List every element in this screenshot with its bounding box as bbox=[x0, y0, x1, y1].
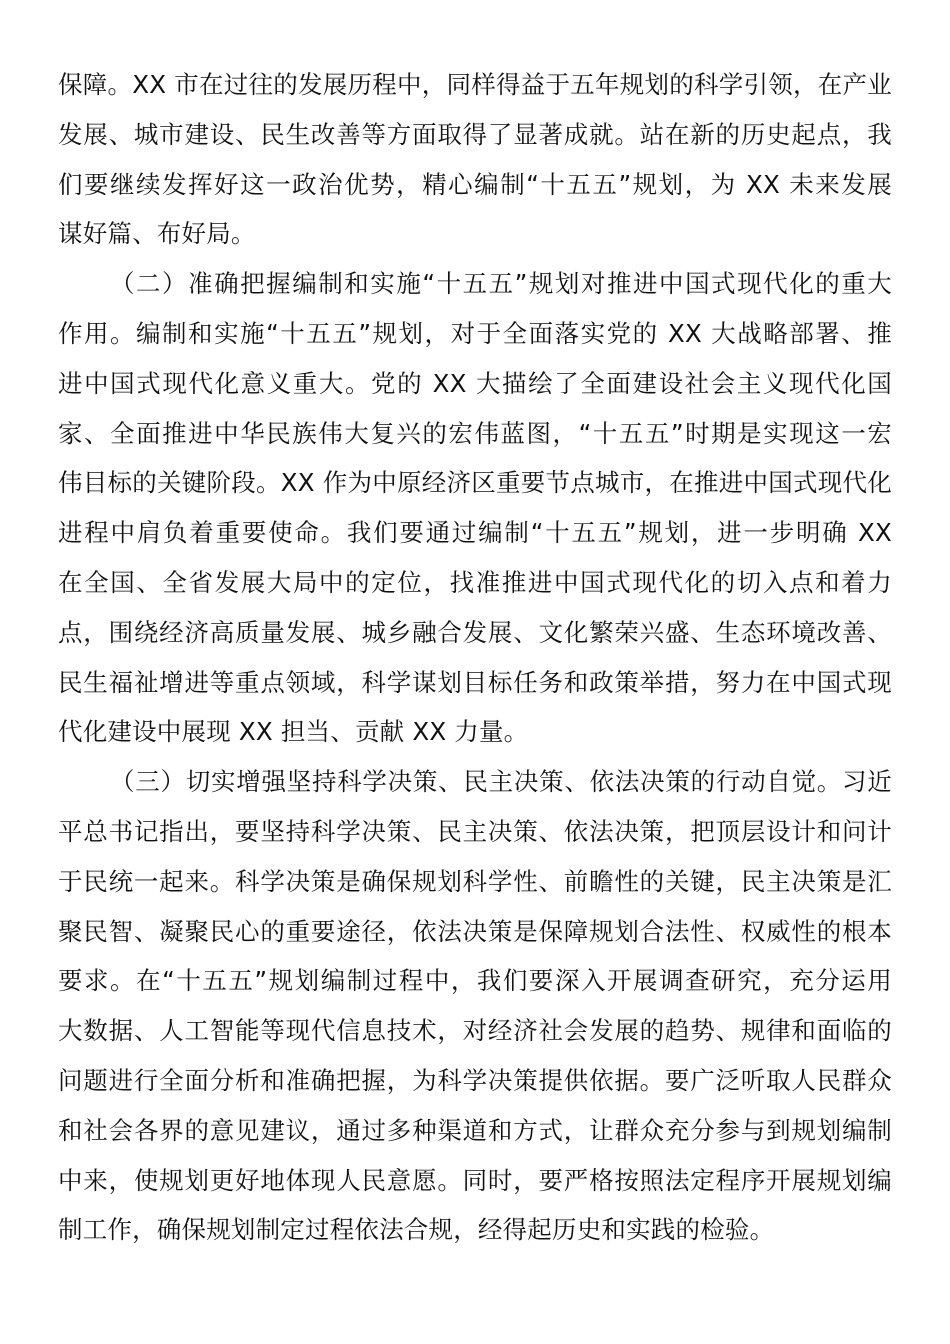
paragraph-3-line-8: 和社会各界的意见建议，通过多种渠道和方式，让群众充分参与到规划编制 bbox=[58, 1115, 892, 1145]
paragraph-2-line-4: 家、全面推进中华民族伟大复兴的宏伟蓝图，“十五五”时期是实现这一宏 bbox=[58, 418, 892, 448]
paragraph-1-line-1: 保障。XX 市在过往的发展历程中，同样得益于五年规划的科学引领，在产业 bbox=[58, 70, 892, 99]
paragraph-3-line-4: 聚民智、凝聚民心的重要途径，依法决策是保障规划合法性、权威性的根本 bbox=[58, 916, 892, 946]
paragraph-3-line-7: 问题进行全面分析和准确把握，为科学决策提供依据。要广泛听取人民群众 bbox=[58, 1065, 892, 1095]
paragraph-3-line-1: （三）切实增强坚持科学决策、民主决策、依法决策的行动自觉。习近 bbox=[110, 767, 892, 797]
paragraph-2-line-5: 伟目标的关键阶段。XX 作为中原经济区重要节点城市，在推进中国式现代化 bbox=[58, 468, 892, 498]
paragraph-1-line-4: 谋好篇、布好局。 bbox=[58, 219, 256, 249]
paragraph-2-line-10: 代化建设中展现 XX 担当、贡献 XX 力量。 bbox=[58, 717, 529, 747]
paragraph-3-line-9: 中来，使规划更好地体现人民意愿。同时，要严格按照法定程序开展规划编 bbox=[58, 1165, 892, 1195]
paragraph-2-line-9: 民生福祉增进等重点领域，科学谋划目标任务和政策举措，努力在中国式现 bbox=[58, 667, 892, 697]
paragraph-2-line-1: （二）准确把握编制和实施“十五五”规划对推进中国式现代化的重大 bbox=[110, 269, 892, 299]
paragraph-2-line-6: 进程中肩负着重要使命。我们要通过编制“十五五”规划，进一步明确 XX bbox=[58, 518, 892, 548]
paragraph-3-line-3: 于民统一起来。科学决策是确保规划科学性、前瞻性的关键，民主决策是汇 bbox=[58, 866, 892, 896]
document-body bbox=[58, 60, 892, 1255]
paragraph-1-line-3: 们要继续发挥好这一政治优势，精心编制“十五五”规划，为 XX 未来发展 bbox=[58, 169, 892, 199]
paragraph-3-line-5: 要求。在“十五五”规划编制过程中，我们要深入开展调查研究，充分运用 bbox=[58, 966, 892, 996]
paragraph-3-line-10: 制工作，确保规划制定过程依法合规，经得起历史和实践的检验。 bbox=[58, 1215, 775, 1245]
paragraph-1-line-2: 发展、城市建设、民生改善等方面取得了显著成就。站在新的历史起点，我 bbox=[58, 119, 892, 149]
paragraph-2-line-2: 作用。编制和实施“十五五”规划，对于全面落实党的 XX 大战略部署、推 bbox=[58, 318, 892, 348]
paragraph-3-line-2: 平总书记指出，要坚持科学决策、民主决策、依法决策，把顶层设计和问计 bbox=[58, 816, 892, 846]
paragraph-2-line-7: 在全国、全省发展大局中的定位，找准推进中国式现代化的切入点和着力 bbox=[58, 567, 892, 597]
paragraph-2-line-8: 点，围绕经济高质量发展、城乡融合发展、文化繁荣兴盛、生态环境改善、 bbox=[58, 617, 892, 647]
paragraph-3-line-6: 大数据、人工智能等现代信息技术，对经济社会发展的趋势、规律和面临的 bbox=[58, 1016, 892, 1046]
paragraph-2-line-3: 进中国式现代化意义重大。党的 XX 大描绘了全面建设社会主义现代化国 bbox=[58, 368, 892, 398]
